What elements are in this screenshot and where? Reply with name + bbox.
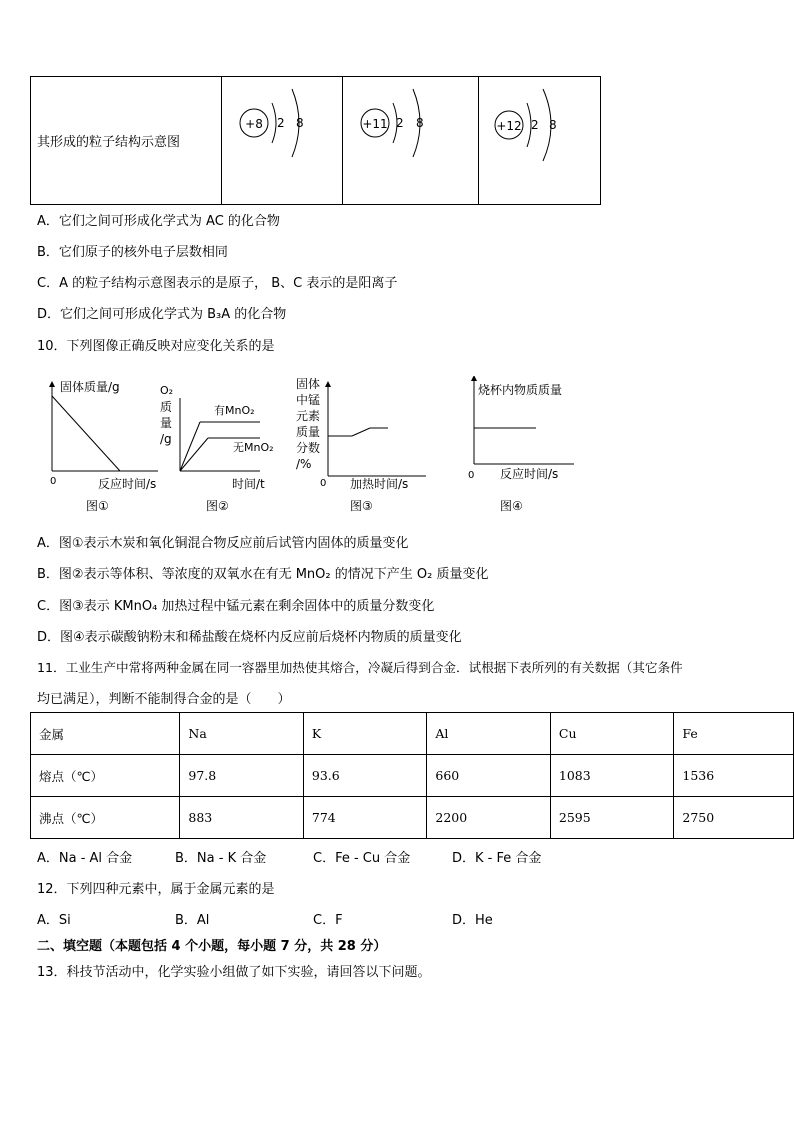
shell-b-2: 8 [416, 116, 424, 130]
graph2-ylabel-1: O₂ [160, 384, 174, 397]
table-cell: 熔点（℃） [31, 755, 180, 797]
table-cell: 2595 [550, 797, 674, 839]
graph3-ylabel-2: 中锰 [296, 393, 321, 407]
graph1-origin: 0 [50, 476, 57, 487]
q9-option-a: A．它们之间可形成化学式为 AC 的化合物 [37, 214, 280, 229]
graph2-ylabel-3: 量 [160, 416, 173, 430]
q12-option-d: D．He [452, 913, 493, 928]
graph3-xlabel: 加热时间/s [350, 477, 409, 491]
nucleus-c: +12 [496, 119, 522, 133]
graph4-ylabel: 烧杯内物质质量 [478, 383, 563, 397]
row-label-text: 其形成的粒子结构示意图 [37, 135, 181, 150]
particle-cell-c [479, 77, 601, 205]
table-cell: 774 [303, 797, 426, 839]
shell-a-1: 2 [277, 116, 285, 130]
graph4-xlabel: 反应时间/s [500, 467, 559, 481]
nucleus-a: +8 [245, 117, 263, 131]
graph2-caption: 图② [206, 499, 229, 513]
table-row [31, 797, 794, 839]
graph4-caption: 图④ [500, 499, 523, 513]
particle-diagram-a [222, 77, 342, 200]
graph3-ylabel-1: 固体 [296, 377, 321, 391]
graph-2 [158, 376, 278, 516]
q13-stem: 13．科技节活动中，化学实验小组做了如下实验，请回答以下问题。 [37, 965, 431, 980]
particle-table [30, 76, 601, 205]
graph-4 [462, 376, 592, 516]
table-cell: 93.6 [303, 755, 426, 797]
table-cell: Na [180, 713, 303, 755]
q11-stem-line2: 均已满足），判断不能制得合金的是（ ） [37, 692, 291, 707]
q9-option-b: B．它们原子的核外电子层数相同 [37, 245, 228, 260]
section-title: 二、填空题（本题包括 4 个小题，每小题 7 分，共 28 分） [37, 939, 387, 954]
shell-c-2: 8 [549, 118, 557, 132]
q10-option-a: A．图①表示木炭和氧化铜混合物反应前后试管内固体的质量变化 [37, 536, 409, 551]
q12-option-a: A．Si [37, 913, 71, 928]
particle-cell-b [343, 77, 479, 205]
q10-stem: 10．下列图像正确反映对应变化关系的是 [37, 339, 275, 354]
table-cell: 2750 [674, 797, 794, 839]
particle-diagram-b [343, 77, 478, 200]
q9-option-d: D．它们之间可形成化学式为 B₃A 的化合物 [37, 307, 287, 322]
graph1-caption: 图① [86, 499, 109, 513]
table-cell: 1536 [674, 755, 794, 797]
table-cell: 沸点（℃） [31, 797, 180, 839]
q9-option-c: C．A 的粒子结构示意图表示的是原子， B、C 表示的是阳离子 [37, 276, 398, 291]
shell-c-1: 2 [531, 118, 539, 132]
shell-b-1: 2 [396, 116, 404, 130]
table-cell: 1083 [550, 755, 674, 797]
particle-diagram-c [479, 77, 600, 200]
graph3-ylabel-5: 分数 [296, 441, 321, 455]
q11-option-b: B．Na - K 合金 [175, 851, 267, 866]
graph3-ylabel-3: 元素 [296, 409, 321, 423]
graph3-ylabel-4: 质量 [296, 425, 321, 439]
table-cell: 883 [180, 797, 303, 839]
q12-stem: 12．下列四种元素中，属于金属元素的是 [37, 882, 275, 897]
q11-option-a: A．Na - Al 合金 [37, 851, 133, 866]
table-row [31, 755, 794, 797]
graph4-origin: 0 [468, 470, 475, 481]
q10-option-c: C．图③表示 KMnO₄ 加热过程中锰元素在剩余固体中的质量分数变化 [37, 599, 435, 614]
particle-cell-a [222, 77, 343, 205]
table-cell: 2200 [427, 797, 551, 839]
table-cell: 金属 [31, 713, 180, 755]
metal-table-header [31, 713, 794, 755]
table-cell: 660 [427, 755, 551, 797]
graph2-series-with: 有MnO₂ [214, 404, 255, 417]
particle-row-label [31, 77, 222, 205]
q10-option-b: B．图②表示等体积、等浓度的双氧水在有无 MnO₂ 的情况下产生 O₂ 质量变化 [37, 567, 489, 582]
table-cell: Fe [674, 713, 794, 755]
shell-a-2: 8 [296, 116, 304, 130]
q11-option-c: C．Fe - Cu 合金 [313, 851, 411, 866]
graph3-origin: 0 [320, 478, 327, 489]
metal-table [30, 712, 794, 839]
q12-option-c: C．F [313, 913, 343, 928]
table-cell: Al [427, 713, 551, 755]
graph1-xlabel: 反应时间/s [98, 477, 157, 491]
table-cell: 97.8 [180, 755, 303, 797]
graph2-xlabel: 时间/t [232, 477, 265, 491]
nucleus-b: +11 [362, 117, 388, 131]
graph2-ylabel-2: 质 [160, 400, 173, 414]
graph1-ylabel: 固体质量/g [60, 380, 120, 394]
q11-option-d: D．K - Fe 合金 [452, 851, 542, 866]
graph2-ylabel-4: /g [160, 432, 172, 446]
graph-1 [40, 376, 173, 516]
graph-3 [294, 376, 434, 516]
graph2-series-without: 无MnO₂ [233, 441, 274, 454]
q11-stem-line1: 11．工业生产中常将两种金属在同一容器里加热使其熔合，冷凝后得到合金．试根据下表所列的有关数据（其它条件 [37, 660, 683, 675]
table-cell: Cu [550, 713, 674, 755]
q10-option-d: D．图④表示碳酸钠粉末和稀盐酸在烧杯内反应前后烧杯内物质的质量变化 [37, 630, 462, 645]
graph3-ylabel-6: /% [296, 457, 312, 471]
table-cell: K [303, 713, 426, 755]
q12-option-b: B．Al [175, 913, 210, 928]
graph3-caption: 图③ [350, 499, 373, 513]
